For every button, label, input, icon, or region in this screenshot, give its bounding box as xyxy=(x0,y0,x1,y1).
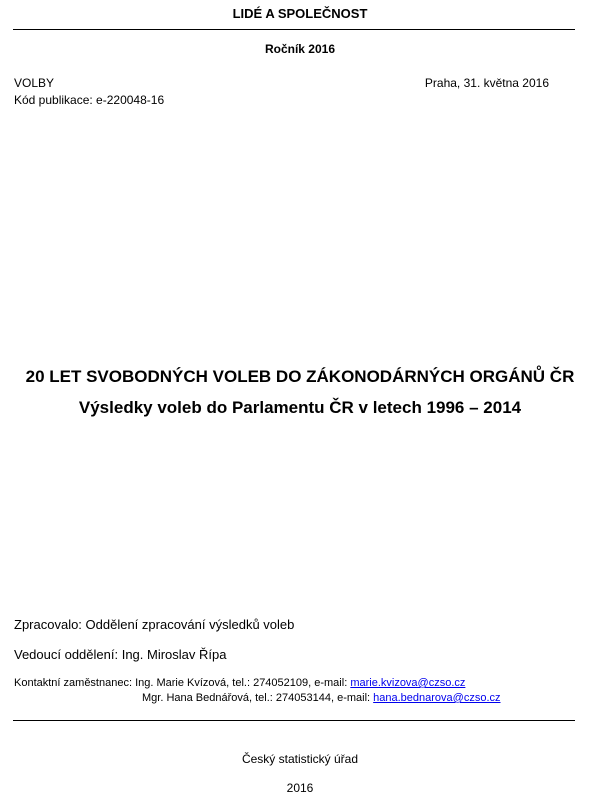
contact-label: Kontaktní zaměstnanec: xyxy=(14,677,133,689)
top-rule xyxy=(13,29,575,30)
publication-code: Kód publikace: e-220048-16 xyxy=(14,93,165,107)
contact-1-email-link[interactable]: marie.kvizova@czso.cz xyxy=(350,677,466,689)
prepared-by: Zpracovalo: Oddělení zpracování výsledků voleb xyxy=(14,617,295,632)
volume-label: Ročník 2016 xyxy=(264,42,336,56)
place-date: Praha, 31. května 2016 xyxy=(424,76,549,90)
series-title: LIDÉ A SPOLEČNOST xyxy=(232,6,368,21)
publication-year: 2016 xyxy=(286,781,314,795)
contact-2-email-link[interactable]: hana.bednarova@czso.cz xyxy=(373,692,501,704)
department-head: Vedoucí oddělení: Ing. Miroslav Řípa xyxy=(14,647,227,662)
bottom-rule xyxy=(13,720,575,721)
publisher: Český statistický úřad xyxy=(241,752,359,766)
contact-row-2 xyxy=(142,692,501,704)
contact-row-1 xyxy=(14,677,465,689)
document-subtitle: Výsledky voleb do Parlamentu ČR v letech 1996 – 2014 xyxy=(78,398,522,417)
contact-2-text: Mgr. Hana Bednářová, tel.: 274053144, e-mail: xyxy=(142,692,371,704)
contact-1-text: Ing. Marie Kvízová, tel.: 274052109, e-mail: xyxy=(135,677,348,689)
category-label: VOLBY xyxy=(14,76,55,90)
document-title: 20 LET SVOBODNÝCH VOLEB DO ZÁKONODÁRNÝCH ORGÁNŮ ČR xyxy=(25,367,575,386)
